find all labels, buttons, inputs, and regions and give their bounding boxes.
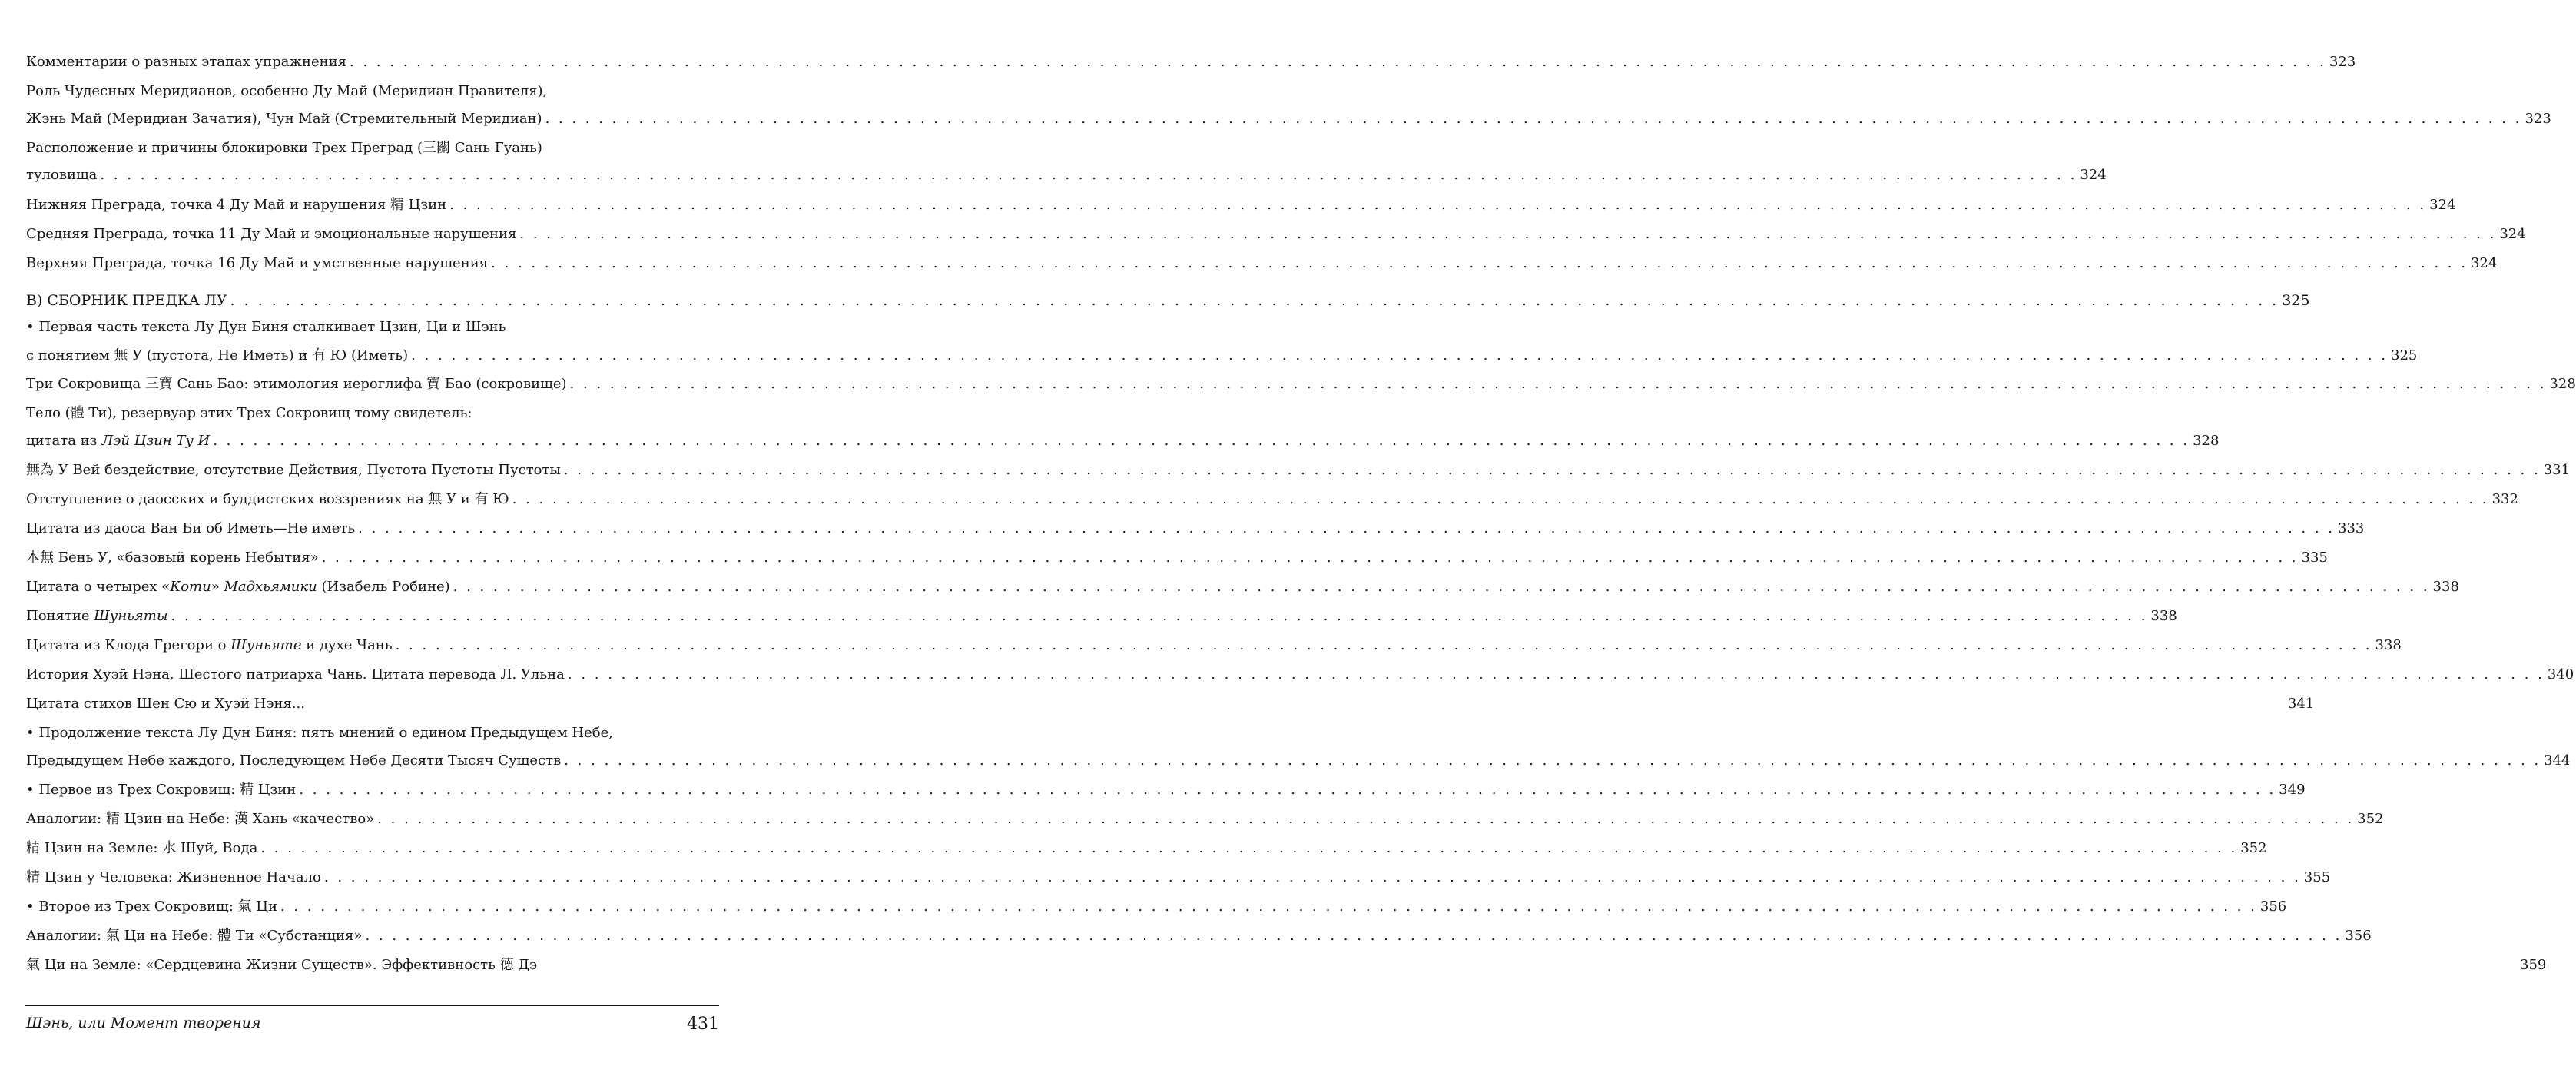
dot-leader	[350, 52, 2326, 72]
footer-rule	[25, 1005, 719, 1006]
footer-book-title: Шэнь, или Момент творения	[26, 1015, 261, 1031]
dot-leader	[358, 519, 2335, 539]
dot-leader	[568, 665, 2545, 685]
toc-entry: Аналогии: 氣 Ци на Небе: 體 Ти «Субстанция» . . . 356	[26, 926, 719, 946]
dot-leader	[230, 291, 2279, 311]
dot-leader	[396, 636, 2372, 656]
dot-leader	[545, 109, 2522, 129]
toc-entry: Цитата о четырех «Коти» Мадхьямики (Изабель Робине) . . . 338	[26, 577, 719, 597]
toc-entry: Верхняя Преграда, точка 16 Ду Май и умственные нарушения . . . 324	[26, 254, 719, 274]
toc-entry: с понятием 無 У (пустота, Не Иметь) и 有 Ю (Иметь) . . . 325	[26, 346, 719, 366]
dot-leader	[564, 460, 2541, 480]
toc-entry: 精 Цзин на Земле: 水 Шуй, Вода . . . 352	[26, 839, 719, 859]
toc-entry: цитата из Лэй Цзин Ту И . . . 328	[26, 431, 719, 451]
dot-leader	[449, 195, 2426, 215]
dot-leader	[512, 490, 2489, 510]
dot-leader	[377, 809, 2354, 829]
toc-entry: Предыдущем Небе каждого, Последующем Небе Десяти Тысяч Существ . . . 344	[26, 751, 719, 771]
toc-entry: История Хуэй Нэна, Шестого патриарха Чань. Цитата перевода Л. Ульна . . . 340	[26, 665, 719, 685]
toc-entry: Цитата из даоса Ван Би об Иметь—Не иметь . . . 333	[26, 519, 719, 539]
toc-section-heading: В) СБОРНИК ПРЕДКА ЛУ . . . 325	[26, 291, 719, 311]
toc-entry: 氣 Ци на Земле: «Сердцевина Жизни Существ». Эффективность 德 Дэ 359	[26, 957, 2547, 973]
dot-leader	[213, 431, 2190, 451]
toc-entry: Роль Чудесных Меридианов, особенно Ду Май (Меридиан Правителя),	[26, 83, 548, 99]
toc-entry: Аналогии: 精 Цзин на Небе: 漢 Хань «качество» . . . 352	[26, 809, 719, 829]
dot-leader	[411, 346, 2388, 366]
dot-leader	[171, 606, 2148, 626]
dot-leader	[280, 897, 2257, 917]
dot-leader	[519, 224, 2496, 244]
toc-entry: 本無 Бень У, «базовый корень Небытия» . . . 335	[26, 548, 719, 568]
toc-entry: • Первая часть текста Лу Дун Биня сталкивает Цзин, Ци и Шэнь	[26, 317, 719, 337]
toc-entry: Цитата из Клода Грегори о Шуньяте и духе Чань . . . 338	[26, 636, 719, 656]
dot-leader	[322, 548, 2299, 568]
toc-entry: Комментарии о разных этапах упражнения . . . 323	[26, 52, 719, 72]
toc-entry: • Продолжение текста Лу Дун Биня: пять мнений о едином Предыдущем Небе,	[26, 723, 719, 743]
toc-entry: Цитата стихов Шен Сю и Хуэй Нэня... 341	[26, 696, 2315, 712]
dot-leader	[260, 839, 2237, 859]
toc-entry: Отступление о даосских и буддистских воззрениях на 無 У и 有 Ю . . . 332	[26, 490, 719, 510]
dot-leader	[365, 926, 2342, 946]
toc-entry: Расположение и причины блокировки Трех Преград (三關 Сань Гуань)	[26, 140, 542, 156]
dot-leader	[453, 577, 2430, 597]
toc-entry: Нижняя Преграда, точка 4 Ду Май и нарушения 精 Цзин . . . 324	[26, 195, 719, 215]
toc-entry: Понятие Шуньяты . . . 338	[26, 606, 719, 626]
dot-leader	[570, 374, 2547, 394]
toc-entry: Жэнь Май (Меридиан Зачатия), Чун Май (Стремительный Меридиан) . . . 323	[26, 109, 719, 129]
dot-leader	[564, 751, 2541, 771]
footer-page-number: 431	[687, 1015, 719, 1034]
toc-entry: Три Сокровища 三寶 Сань Бао: этимология иероглифа 寶 Бао (сокровище) . . . 328	[26, 374, 719, 394]
toc-entry: • Второе из Трех Сокровищ: 氣 Ци . . . 356	[26, 897, 719, 917]
toc-entry: туловища . . . 324	[26, 165, 719, 185]
toc-entry: 精 Цзин у Человека: Жизненное Начало . . . 355	[26, 868, 719, 888]
dot-leader	[100, 165, 2077, 185]
toc-entry: 無為 У Вей бездействие, отсутствие Действия, Пустота Пустоты Пустоты . . . 331	[26, 460, 719, 480]
toc-entry: Средняя Преграда, точка 11 Ду Май и эмоциональные нарушения . . . 324	[26, 224, 719, 244]
dot-leader	[491, 254, 2468, 274]
toc-entry: • Первое из Трех Сокровищ: 精 Цзин . . . 349	[26, 780, 719, 800]
dot-leader	[324, 868, 2301, 888]
toc-entry: Тело (體 Ти), резервуар этих Трех Сокровищ тому свидетель:	[26, 405, 472, 421]
dot-leader	[299, 780, 2276, 800]
